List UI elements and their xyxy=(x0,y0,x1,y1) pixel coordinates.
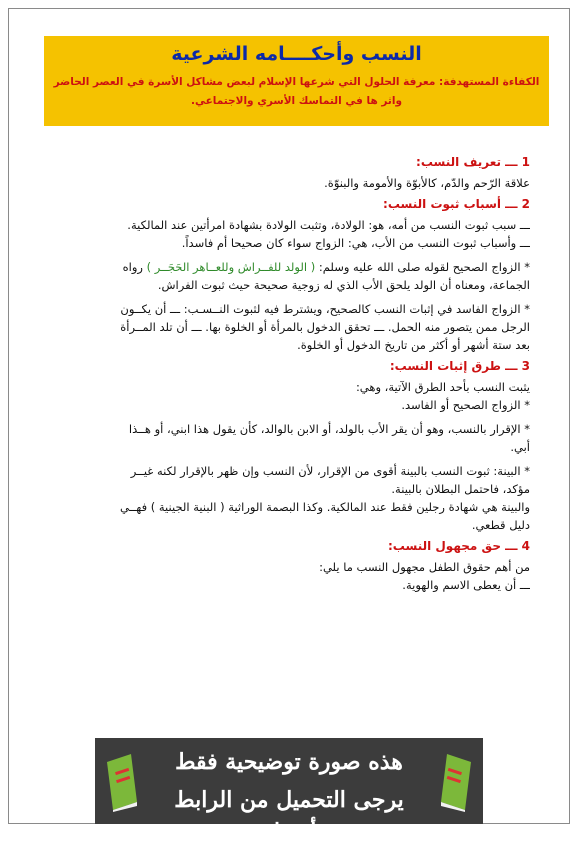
lesson-body xyxy=(40,150,530,594)
paragraph-line: الرجل ممن يتصور منه الحمل. ـــ تحقق الدخول بالمرأة أو الخلوة بها. ـــ أن تلد المــرأة xyxy=(120,320,530,334)
lesson-header xyxy=(44,36,549,126)
paragraph-line: أبي. xyxy=(510,440,530,454)
paragraph-line: والبينة هي شهادة رجلين فقط عند المالكية. وكذا البصمة الوراثية ( البنية الجينية ) فهــي xyxy=(119,500,530,514)
lesson-title: النسب وأحكــــامه الشرعية xyxy=(171,43,422,65)
preview-watermark-banner xyxy=(95,738,483,845)
watermark-line-2: يرجى التحميل من الرابط أسفله xyxy=(174,787,404,845)
paragraph-line: * الإقرار بالنسب، وهو أن يقر الأب بالولد، أو الابن بالوالد، كأن يقول هذا ابني، أو هــذا xyxy=(128,422,530,436)
paragraph-line: الجماعة، ومعناه أن الولد يلحق الأب الذي له زوجية صحيحة حيث ثبوت الفراش. xyxy=(157,278,530,292)
paragraph-line: يثبت النسب بأحد الطرق الآتية، وهي: xyxy=(355,380,530,394)
paragraph-line: * البينة: ثبوت النسب بالبينة أقوى من الإقرار، لأن النسب وإن ظهر بالإقرار لكنه غيــر xyxy=(130,464,530,478)
paragraph-line: مؤكد، فاحتمل البطلان بالبينة. xyxy=(391,482,530,496)
paragraph-line: ـــ أن يعطى الاسم والهوية. xyxy=(402,578,530,592)
hadith-prefix: * الزواج الصحيح لقوله صلى الله عليه وسلم: xyxy=(318,260,530,274)
section-title-causes: 2 ـــ أسباب ثبوت النسب: xyxy=(383,197,530,211)
paragraph-line: دليل قطعي. xyxy=(471,518,530,532)
competency-text: الكفاءة المستهدفة: معرفة الحلول التي شرعها الإسلام لبعض مشاكل الأسرة في العصر الحاضر واثر ها في التماسك الأسري والاجتماعي. xyxy=(53,76,540,107)
book-icon xyxy=(101,752,143,812)
paragraph-line: ـــ وأسباب ثبوت النسب من الأب، هي: الزواج سواء كان صحيحا أم فاسداً. xyxy=(181,236,530,250)
watermark-line-1: هذه صورة توضيحية فقط xyxy=(175,749,403,775)
paragraph-line: علاقة الرّحم والدّم، كالأبوّة والأمومة والبنوّة. xyxy=(324,176,530,190)
paragraph-line: ـــ سبب ثبوت النسب من أمه، هو: الولادة، وتثبت الولادة بشهادة امرأتين عند المالكية. xyxy=(127,218,530,232)
paragraph-line: من أهم حقوق الطفل مجهول النسب ما يلي: xyxy=(319,560,530,574)
book-icon xyxy=(435,752,477,812)
paragraph-line: * الزواج الفاسد في إثبات النسب كالصحيح، ويشترط فيه لثبوت النــسـب: ـــ أن يكــون xyxy=(120,302,530,316)
paragraph-line: بعد ستة أشهر أو أكثر من تاريخ الدخول أو الخلوة. xyxy=(297,338,530,352)
hadith-suffix: رواه xyxy=(122,260,143,274)
hadith-quote: ( الولد للفــراش وللعــاهر الحَجَــر ) xyxy=(146,260,316,274)
paragraph-line: * الزواج الصحيح أو الفاسد. xyxy=(401,398,530,412)
section-title-proof-methods: 3 ـــ طرق إثبات النسب: xyxy=(389,359,530,373)
section-title-definition: 1 ـــ تعريف النسب: xyxy=(416,155,530,169)
section-title-unknown-lineage: 4 ـــ حق مجهول النسب: xyxy=(387,539,530,553)
hadith-line xyxy=(40,258,530,276)
